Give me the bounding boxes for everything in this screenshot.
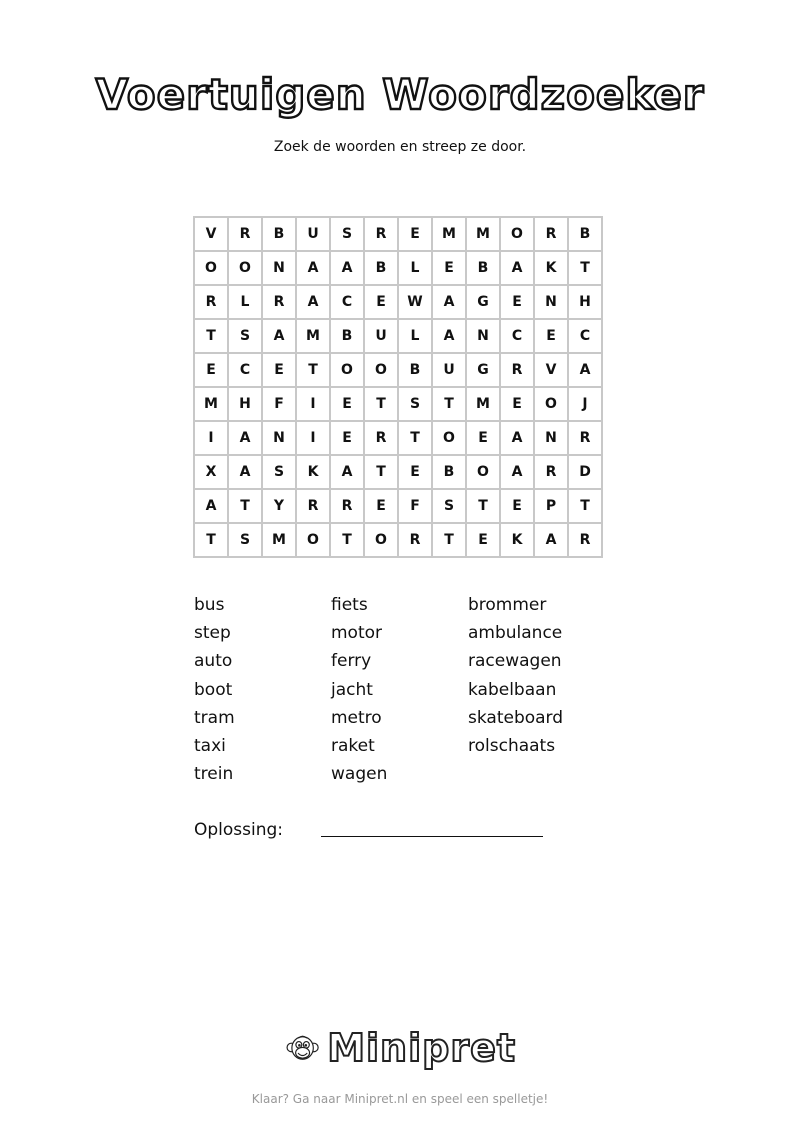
page-title: Voertuigen Woordzoeker xyxy=(95,70,705,119)
grid-cell: S xyxy=(229,320,263,354)
word-item: jacht xyxy=(331,679,373,700)
grid-cell: E xyxy=(501,490,535,524)
grid-cell: R xyxy=(535,218,569,252)
grid-cell: A xyxy=(433,286,467,320)
word-column xyxy=(331,591,468,788)
grid-cell: N xyxy=(263,252,297,286)
grid-cell: A xyxy=(569,354,603,388)
grid-cell: A xyxy=(297,286,331,320)
grid-cell: M xyxy=(297,320,331,354)
grid-cell: A xyxy=(263,320,297,354)
grid-cell: L xyxy=(229,286,263,320)
word-column xyxy=(468,591,628,788)
grid-cell: B xyxy=(467,252,501,286)
grid-cell: I xyxy=(297,388,331,422)
grid-cell: T xyxy=(433,524,467,558)
grid-cell: T xyxy=(229,490,263,524)
grid-cell: O xyxy=(365,354,399,388)
footer-text: Klaar? Ga naar Minipret.nl en speel een spelletje! xyxy=(251,1092,549,1106)
grid-cell: R xyxy=(365,422,399,456)
grid-cell: A xyxy=(535,524,569,558)
grid-cell: U xyxy=(433,354,467,388)
grid-cell: E xyxy=(331,422,365,456)
grid-cell: E xyxy=(467,422,501,456)
grid-cell: T xyxy=(331,524,365,558)
grid-cell: D xyxy=(569,456,603,490)
grid-cell: S xyxy=(433,490,467,524)
word-item: motor xyxy=(331,623,383,644)
grid-cell: A xyxy=(501,422,535,456)
grid-cell: R xyxy=(535,456,569,490)
grid-cell: I xyxy=(195,422,229,456)
grid-cell: O xyxy=(501,218,535,252)
grid-cell: E xyxy=(195,354,229,388)
instructions: Zoek de woorden en streep ze door. xyxy=(273,139,527,155)
grid-cell: O xyxy=(331,354,365,388)
grid-cell: I xyxy=(297,422,331,456)
grid-cell: B xyxy=(365,252,399,286)
grid-cell: E xyxy=(399,456,433,490)
word-item: ferry xyxy=(331,651,372,672)
word-item: metro xyxy=(331,707,382,728)
grid-cell: C xyxy=(229,354,263,388)
grid-cell: B xyxy=(263,218,297,252)
grid-cell: T xyxy=(297,354,331,388)
grid-cell: B xyxy=(433,456,467,490)
word-item: ambulance xyxy=(468,623,563,644)
grid-cell: R xyxy=(569,422,603,456)
grid-cell: C xyxy=(569,320,603,354)
grid-cell: A xyxy=(229,422,263,456)
grid-cell: N xyxy=(467,320,501,354)
grid-cell: V xyxy=(195,218,229,252)
grid-cell: X xyxy=(195,456,229,490)
grid-cell: E xyxy=(365,286,399,320)
grid-cell: T xyxy=(467,490,501,524)
solution-answer-line xyxy=(321,836,543,837)
grid-cell: T xyxy=(195,320,229,354)
grid-cell: F xyxy=(263,388,297,422)
grid-cell: L xyxy=(399,320,433,354)
grid-cell: S xyxy=(229,524,263,558)
grid-cell: A xyxy=(501,252,535,286)
grid-cell: R xyxy=(297,490,331,524)
grid-cell: S xyxy=(331,218,365,252)
grid-cell: E xyxy=(263,354,297,388)
grid-cell: R xyxy=(399,524,433,558)
grid-cell: K xyxy=(501,524,535,558)
grid-cell: N xyxy=(263,422,297,456)
grid-cell: M xyxy=(433,218,467,252)
grid-cell: G xyxy=(467,286,501,320)
word-item: kabelbaan xyxy=(468,679,557,700)
grid-cell: F xyxy=(399,490,433,524)
grid-cell: L xyxy=(399,252,433,286)
grid-cell: O xyxy=(365,524,399,558)
grid-cell: A xyxy=(229,456,263,490)
grid-cell: B xyxy=(569,218,603,252)
word-item: tram xyxy=(194,707,235,728)
grid-cell: A xyxy=(331,456,365,490)
grid-cell: R xyxy=(229,218,263,252)
word-column xyxy=(194,591,331,788)
letter-grid xyxy=(193,216,603,558)
grid-cell: N xyxy=(535,286,569,320)
grid-cell: S xyxy=(399,388,433,422)
grid-cell: O xyxy=(467,456,501,490)
grid-cell: E xyxy=(433,252,467,286)
grid-cell: T xyxy=(365,388,399,422)
brand-name: Minipret xyxy=(327,1026,516,1070)
grid-cell: A xyxy=(195,490,229,524)
solution-row xyxy=(194,816,554,844)
grid-cell: O xyxy=(535,388,569,422)
word-item: racewagen xyxy=(468,651,562,672)
monkey-mascot-icon xyxy=(286,1021,319,1075)
grid-cell: J xyxy=(569,388,603,422)
grid-cell: B xyxy=(331,320,365,354)
grid-cell: A xyxy=(501,456,535,490)
word-item: fiets xyxy=(331,595,368,615)
brand-logo xyxy=(286,1018,516,1078)
word-item: auto xyxy=(194,651,233,672)
grid-cell: N xyxy=(535,422,569,456)
word-item: boot xyxy=(194,679,233,700)
word-item: raket xyxy=(331,735,375,756)
grid-cell: C xyxy=(331,286,365,320)
word-item: brommer xyxy=(468,595,547,615)
grid-cell: A xyxy=(331,252,365,286)
grid-cell: T xyxy=(365,456,399,490)
grid-cell: T xyxy=(195,524,229,558)
grid-cell: K xyxy=(297,456,331,490)
grid-cell: V xyxy=(535,354,569,388)
word-item: trein xyxy=(194,764,234,785)
grid-cell: M xyxy=(467,218,501,252)
grid-cell: E xyxy=(501,286,535,320)
word-item: skateboard xyxy=(468,707,564,728)
grid-cell: R xyxy=(263,286,297,320)
grid-cell: E xyxy=(535,320,569,354)
grid-cell: E xyxy=(365,490,399,524)
word-item: bus xyxy=(194,595,225,615)
grid-cell: K xyxy=(535,252,569,286)
grid-cell: O xyxy=(433,422,467,456)
grid-cell: M xyxy=(467,388,501,422)
grid-cell: R xyxy=(195,286,229,320)
word-list xyxy=(194,591,628,788)
grid-cell: T xyxy=(569,252,603,286)
grid-cell: E xyxy=(331,388,365,422)
grid-cell: T xyxy=(399,422,433,456)
grid-cell: A xyxy=(297,252,331,286)
grid-cell: E xyxy=(399,218,433,252)
word-item: wagen xyxy=(331,764,388,785)
grid-cell: O xyxy=(297,524,331,558)
grid-cell: M xyxy=(263,524,297,558)
grid-cell: G xyxy=(467,354,501,388)
grid-cell: E xyxy=(501,388,535,422)
grid-cell: R xyxy=(569,524,603,558)
grid-cell: R xyxy=(365,218,399,252)
grid-cell: C xyxy=(501,320,535,354)
grid-cell: O xyxy=(195,252,229,286)
grid-cell: R xyxy=(501,354,535,388)
grid-cell: M xyxy=(195,388,229,422)
grid-cell: B xyxy=(399,354,433,388)
grid-cell: U xyxy=(365,320,399,354)
grid-cell: W xyxy=(399,286,433,320)
grid-cell: T xyxy=(569,490,603,524)
grid-cell: U xyxy=(297,218,331,252)
solution-label: Oplossing: xyxy=(194,820,284,840)
grid-cell: H xyxy=(569,286,603,320)
grid-cell: Y xyxy=(263,490,297,524)
word-item: step xyxy=(194,623,231,644)
grid-cell: A xyxy=(433,320,467,354)
grid-cell: O xyxy=(229,252,263,286)
word-item: taxi xyxy=(194,735,226,756)
grid-cell: R xyxy=(331,490,365,524)
grid-cell: T xyxy=(433,388,467,422)
grid-cell: P xyxy=(535,490,569,524)
grid-cell: H xyxy=(229,388,263,422)
grid-cell: E xyxy=(467,524,501,558)
word-item: rolschaats xyxy=(468,735,556,756)
grid-cell: S xyxy=(263,456,297,490)
